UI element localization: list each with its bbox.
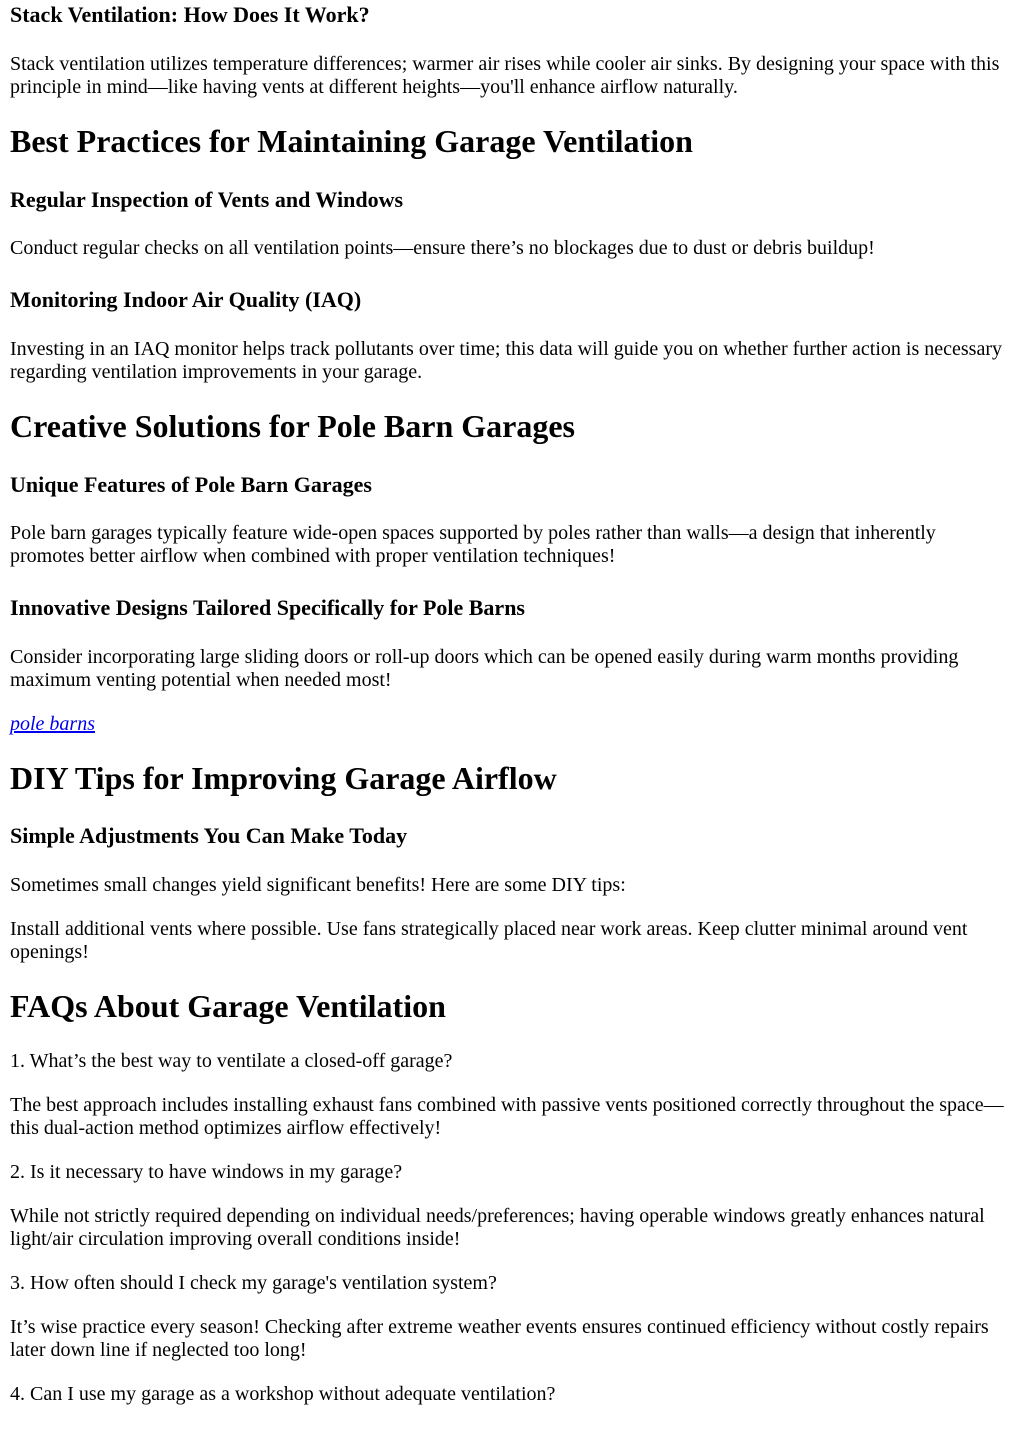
iaq-paragraph: Investing in an IAQ monitor helps track pollutants over time; this data will guide you on whether further action is necessary regarding ventilation improvements in your garage.: [10, 338, 1002, 383]
faq-question-1: 1. What’s the best way to ventilate a closed-off garage?: [10, 1050, 453, 1072]
simple-adjustments-heading: Simple Adjustments You Can Make Today: [10, 823, 408, 848]
pole-barns-link[interactable]: pole barns: [10, 713, 95, 735]
faq-question-2: 2. Is it necessary to have windows in my garage?: [10, 1161, 403, 1183]
best-practices-heading: Best Practices for Maintaining Garage Ventilation: [10, 123, 693, 159]
faq-question-4: 4. Can I use my garage as a workshop without adequate ventilation?: [10, 1383, 556, 1405]
diy-intro-paragraph: Sometimes small changes yield significant benefits! Here are some DIY tips:: [10, 874, 626, 896]
diy-tips-paragraph: Install additional vents where possible. Use fans strategically placed near work areas. Keep clutter minimal around vent openings!: [10, 918, 968, 963]
inspection-heading: Regular Inspection of Vents and Windows: [10, 187, 404, 212]
faq-answer-1: The best approach includes installing exhaust fans combined with passive vents positioned correctly throughout the space—this dual-action method optimizes airflow effectively!: [10, 1094, 1004, 1139]
faq-question-3: 3. How often should I check my garage's ventilation system?: [10, 1272, 497, 1294]
pole-barn-designs-heading: Innovative Designs Tailored Specifically for Pole Barns: [10, 595, 525, 620]
faq-answer-2: While not strictly required depending on individual needs/preferences; having operable windows greatly enhances natural light/air circulation improving overall conditions inside!: [10, 1205, 985, 1250]
stack-ventilation-heading: Stack Ventilation: How Does It Work?: [10, 2, 370, 27]
pole-barn-features-heading: Unique Features of Pole Barn Garages: [10, 472, 372, 497]
pole-barns-link-row: [10, 713, 1010, 736]
diy-tips-heading: DIY Tips for Improving Garage Airflow: [10, 760, 557, 796]
faq-answer-3: It’s wise practice every season! Checking after extreme weather events ensures continued efficiency without costly repairs later down line if neglected too long!: [10, 1316, 989, 1361]
pole-barn-heading: Creative Solutions for Pole Barn Garages: [10, 408, 575, 444]
pole-barn-features-paragraph: Pole barn garages typically feature wide-open spaces supported by poles rather than walls—a design that inherently promotes better airflow when combined with proper ventilation techniques!: [10, 522, 936, 567]
faqs-heading: FAQs About Garage Ventilation: [10, 988, 446, 1024]
inspection-paragraph: Conduct regular checks on all ventilation points—ensure there’s no blockages due to dust or debris buildup!: [10, 237, 875, 259]
stack-ventilation-paragraph: Stack ventilation utilizes temperature differences; warmer air rises while cooler air sinks. By designing your space with this principle in mind—like having vents at different heights—you'll enhance airflow naturally.: [10, 53, 1000, 98]
iaq-heading: Monitoring Indoor Air Quality (IAQ): [10, 287, 362, 312]
pole-barn-designs-paragraph: Consider incorporating large sliding doors or roll-up doors which can be opened easily during warm months providing maximum venting potential when needed most!: [10, 646, 959, 691]
